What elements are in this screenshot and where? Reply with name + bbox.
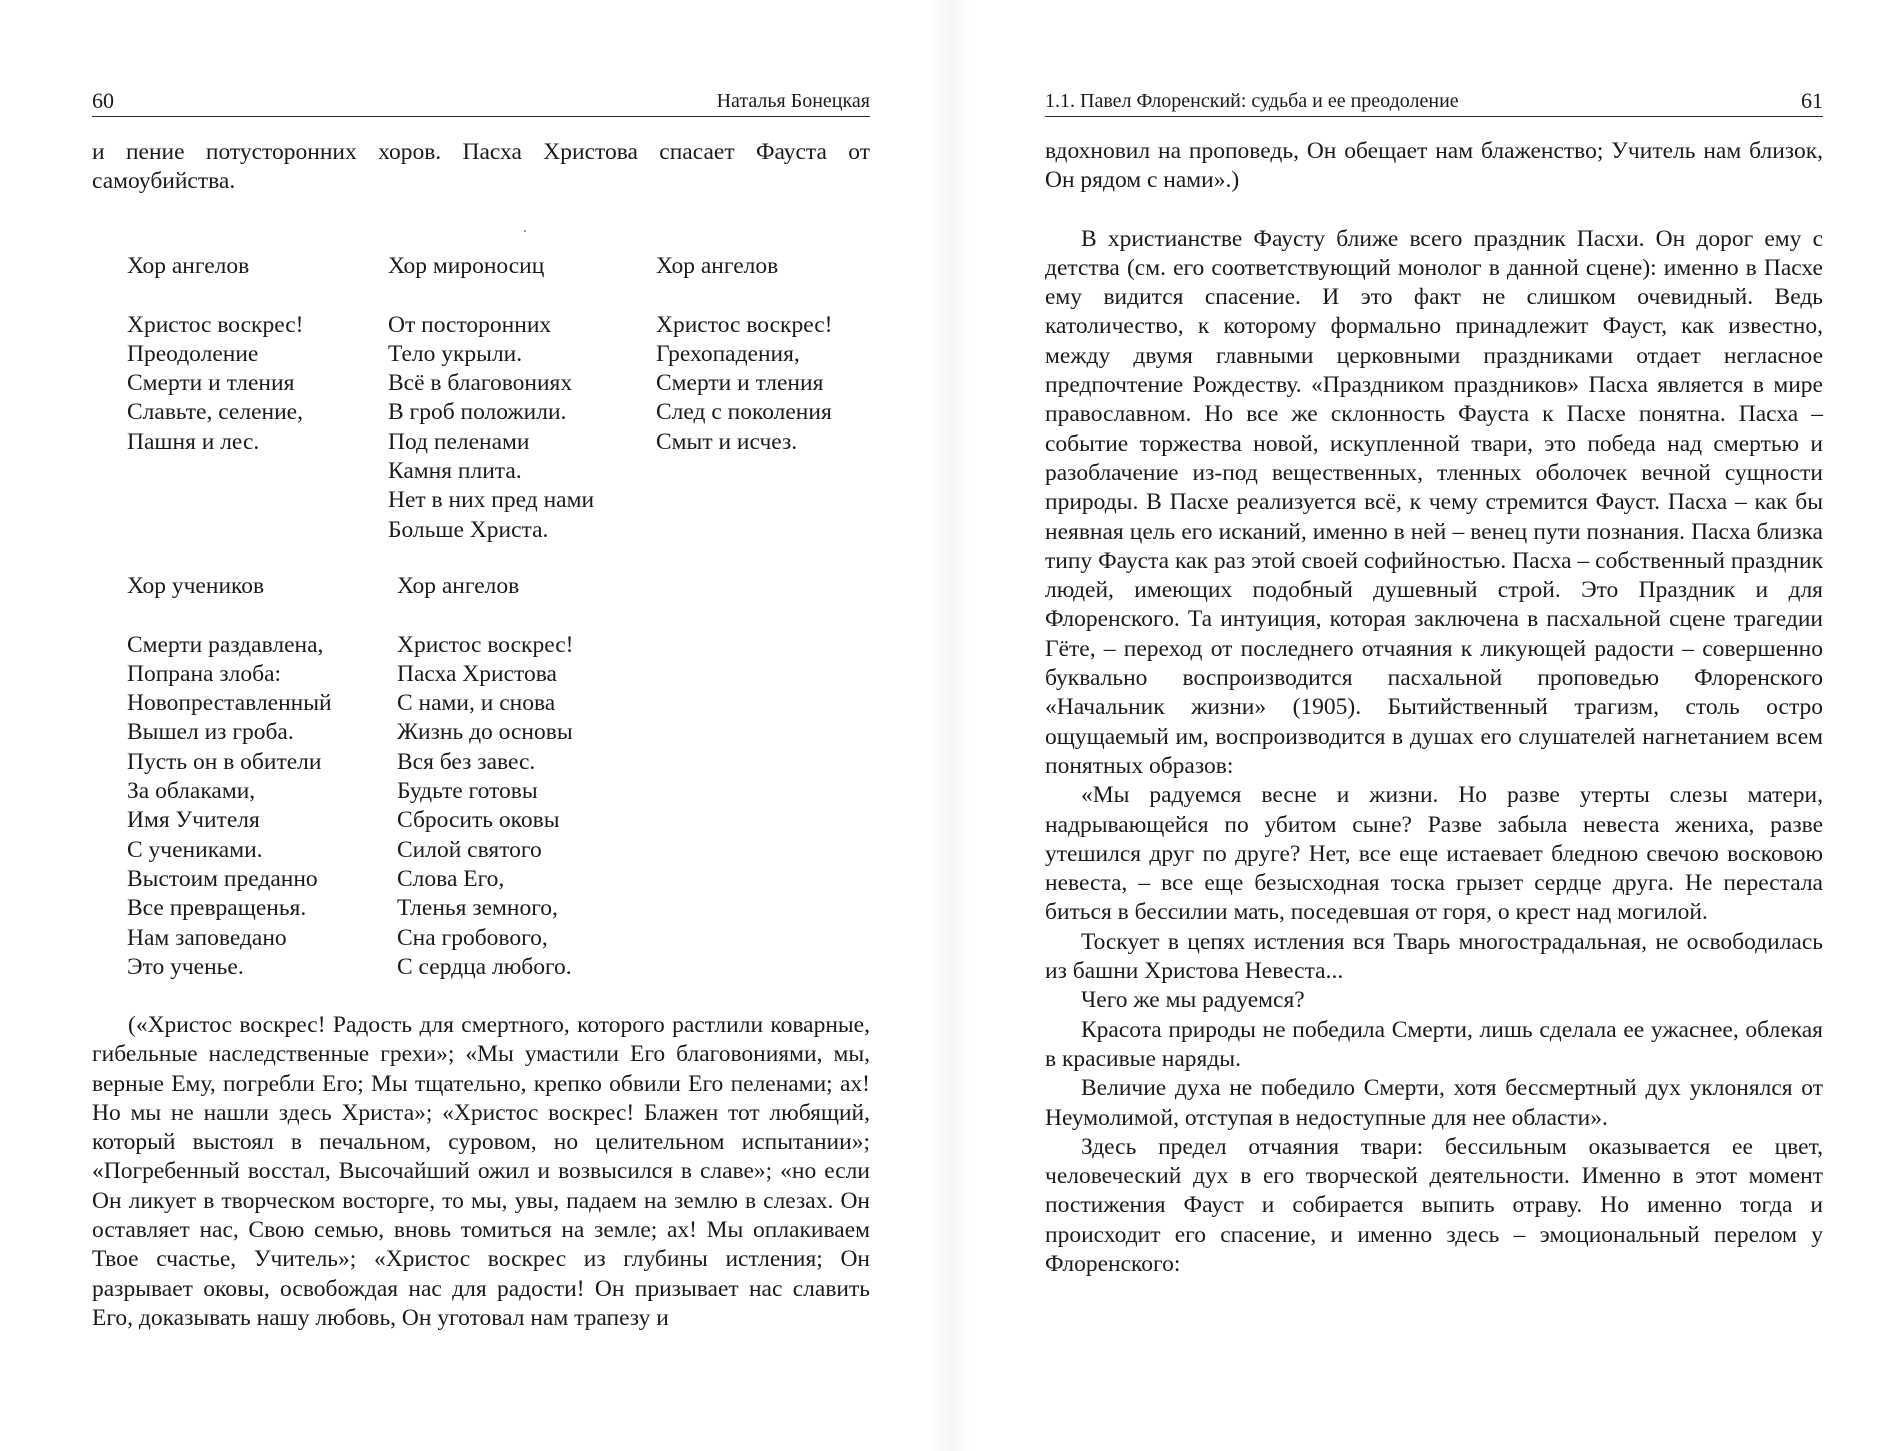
choir-title: Хор мироносиц xyxy=(388,253,545,279)
verse-line: Больше Христа. xyxy=(388,516,549,543)
verse-line: Вышел из гроба. xyxy=(127,719,294,746)
choir-verse xyxy=(397,631,573,983)
verse-line: Пашня и лес. xyxy=(127,428,260,455)
choir-title: Хор ангелов xyxy=(127,253,250,279)
choir-title: Хор ангелов xyxy=(397,573,520,599)
quote-paragraph: «Мы радуемся весне и жизни. Но разве утерты слезы матери, надрывающейся по убитом сыне? Разве забыла невеста жениха, разве утешился друг по друге? Нет, все еще истаевает бледною свечою восковою невеста, – все еще безысходная тоска грызет сердце друга. Не перестала биться в бессилии мать, поседевшая от горя, о крест над могилой. xyxy=(1045,782,1823,926)
verse-line: Вся без завес. xyxy=(397,748,536,775)
choir-verse xyxy=(388,311,594,545)
choir-disciples xyxy=(127,572,332,982)
choir-angels-1 xyxy=(127,252,303,457)
verse-line: Грехопадения, xyxy=(656,340,800,367)
right-page-header xyxy=(1045,86,1823,117)
right-running-head: 1.1. Павел Флоренский: судьба и ее преодоление xyxy=(1045,90,1459,112)
verse-line: Выстоим преданно xyxy=(127,865,318,892)
verse-line: Всё в благовониях xyxy=(388,370,573,397)
verse-line: Смыт и исчез. xyxy=(656,428,798,455)
quote-paragraph: Тоскует в цепях истления вся Тварь многострадальная, не освободилась из башни Христова Невеста... xyxy=(1045,928,1823,985)
verse-line: Славьте, селение, xyxy=(127,399,303,426)
quote-paragraph: Чего же мы радуемся? xyxy=(1081,987,1305,1014)
verse-line: Слова Его, xyxy=(397,865,505,892)
closing-text: («Христос воскрес! Радость для смертного, которого растлили коварные, гибельные наследственные грехи»; «Мы умастили Его благовониями, мы, верные Ему, погребли Его; Мы тщательно, крепко обвили Его пеленами; ах! Но мы не нашли здесь Христа»; «Христос воскрес! Блажен тот любящий, который выстоял в печальном, суровом, но целительном испытании»; «Погребенный восстал, Высочайший ожил и возвысился в славе»; «но если Он ликует в творческом восторге, то мы, увы, падаем на землю в слезах. Он оставляет нас, Свою семью, вновь томиться на земле; ах! Мы оплакиваем Твое счастье, Учитель»; «Христос воскрес из глубины истления; Он разрывает оковы, освобождая нас для радости! Он призывает нас славить Его, доказывать нашу любовь, Он уготовал нам трапезу и xyxy=(92,1012,870,1331)
left-page-header xyxy=(92,86,870,117)
verse-line: Все превращенья. xyxy=(127,895,307,922)
verse-line: Смерти и тления xyxy=(127,370,295,397)
right-page-number: 61 xyxy=(1801,88,1823,113)
verse-line: Имя Учителя xyxy=(127,807,260,834)
verse-line: Тленья земного, xyxy=(397,895,558,922)
choir-title: Хор ангелов xyxy=(656,253,779,279)
verse-line: Христос воскрес! xyxy=(656,311,833,338)
verse-line: С учениками. xyxy=(127,836,263,863)
verse-line: Преодоление xyxy=(127,340,259,367)
verse-line: Смерти и тления xyxy=(656,370,824,397)
verse-line: Христос воскрес! xyxy=(127,311,304,338)
verse-line: Новопреставленный xyxy=(127,690,332,717)
left-intro-paragraph xyxy=(92,138,870,197)
choir-verse xyxy=(656,311,832,457)
verse-line: Камня плита. xyxy=(388,458,522,485)
verse-line: Нет в них пред нами xyxy=(388,487,595,514)
choir-angels-2 xyxy=(656,252,832,457)
right-page xyxy=(950,0,1900,1451)
paragraph: В христианстве Фаусту ближе всего праздник Пасхи. Он дорог ему с детства (см. его соответствующий монолог в данной сцене): именно в Пасхе ему видится спасение. И это факт не слишком очевидный. Ведь католичество, к которому формально принадлежит Фауст, как известно, между двумя главными церковными праздниками отдает негласное предпочтение Рождеству. «Праздником праздников» Пасха является в мире православном. Но все же склонность Фауста к Пасхе понятна. Пасха – событие торжества новой, искупленной твари, это победа над смертью и разоблачение из-под вещественных, тленных оболочек вечной сущности природы. В Пасхе реализуется всё, к чему стремится Фауст. Пасха – как бы неявная цель его исканий, именно в ней – венец пути познания. Пасха близка типу Фауста как раз этой своей софийностью. Пасха – собственный праздник людей, имеющих подобный душевный строй. Это Праздник и для Флоренского. Та интуиция, которая заключена в пасхальной сцене трагедии Гёте, – переход от последнего отчаяния к ликующей радости – совершенно буквально воспроизводится пасхальной проповедью Флоренского «Начальник жизни» (1905). Бытийственный трагизм, столь остро ощущаемый им, воспроизводится в душах его слушателей нагнетанием всем понятных образов: xyxy=(1045,225,1823,779)
verse-line: Сна гробового, xyxy=(397,924,548,951)
verse-line: За облаками, xyxy=(127,778,256,805)
verse-line: Пусть он в обители xyxy=(127,748,322,775)
verse-line: С нами, и снова xyxy=(397,690,556,717)
paragraph: вдохновил на проповедь, Он обещает нам блаженство; Учитель нам близок, Он рядом с нами».) xyxy=(1045,138,1823,194)
verse-line: Пасха Христова xyxy=(397,660,557,687)
verse-line: Жизнь до основы xyxy=(397,719,573,746)
intro-text: и пение потусторонних хоров. Пасха Христова спасает Фауста от самоубийства. xyxy=(92,139,870,195)
verse-line: Это ученье. xyxy=(127,953,244,980)
verse-line: След с поколения xyxy=(656,399,832,426)
verse-line: Тело укрыли. xyxy=(388,340,523,367)
choir-title: Хор учеников xyxy=(127,573,265,599)
quote-paragraph: Красота природы не победила Смерти, лишь сделала ее ужаснее, облекая в красивые наряды. xyxy=(1045,1016,1823,1072)
paragraph: Здесь предел отчаяния твари: бессильным оказывается ее цвет, человеческий дух в его творческой деятельности. Именно в этот момент постижения Фауст и собирается выпить отраву. Но именно тогда и происходит его спасение, и именно здесь – эмоциональный перелом у Флоренского: xyxy=(1045,1133,1823,1277)
choir-verse xyxy=(127,631,332,983)
verse-line: Попрана злоба: xyxy=(127,660,282,687)
right-body-text xyxy=(1045,137,1823,1279)
quote-paragraph: Величие духа не победило Смерти, хотя бессмертный дух уклонялся от Неумолимой, отступая в недоступные для нее области». xyxy=(1045,1075,1823,1131)
choir-verse xyxy=(127,311,303,457)
verse-line: С сердца любого. xyxy=(397,953,572,980)
choir-myrrh-bearers xyxy=(388,252,594,545)
choir-angels-3 xyxy=(397,572,573,982)
verse-line: Силой святого xyxy=(397,836,542,863)
verse-line: Будьте готовы xyxy=(397,778,538,805)
verse-line: В гроб положили. xyxy=(388,399,567,426)
verse-line: Под пеленами xyxy=(388,428,530,455)
print-speck xyxy=(524,230,526,232)
verse-line: Нам заповедано xyxy=(127,924,287,951)
verse-line: Сбросить оковы xyxy=(397,807,560,834)
verse-line: От посторонних xyxy=(388,311,552,338)
verse-line: Смерти раздавлена, xyxy=(127,631,324,658)
left-closing-paragraph xyxy=(92,1011,870,1333)
left-page-number: 60 xyxy=(92,88,114,113)
verse-line: Христос воскрес! xyxy=(397,631,574,658)
left-running-head: Наталья Бонецкая xyxy=(716,90,870,112)
